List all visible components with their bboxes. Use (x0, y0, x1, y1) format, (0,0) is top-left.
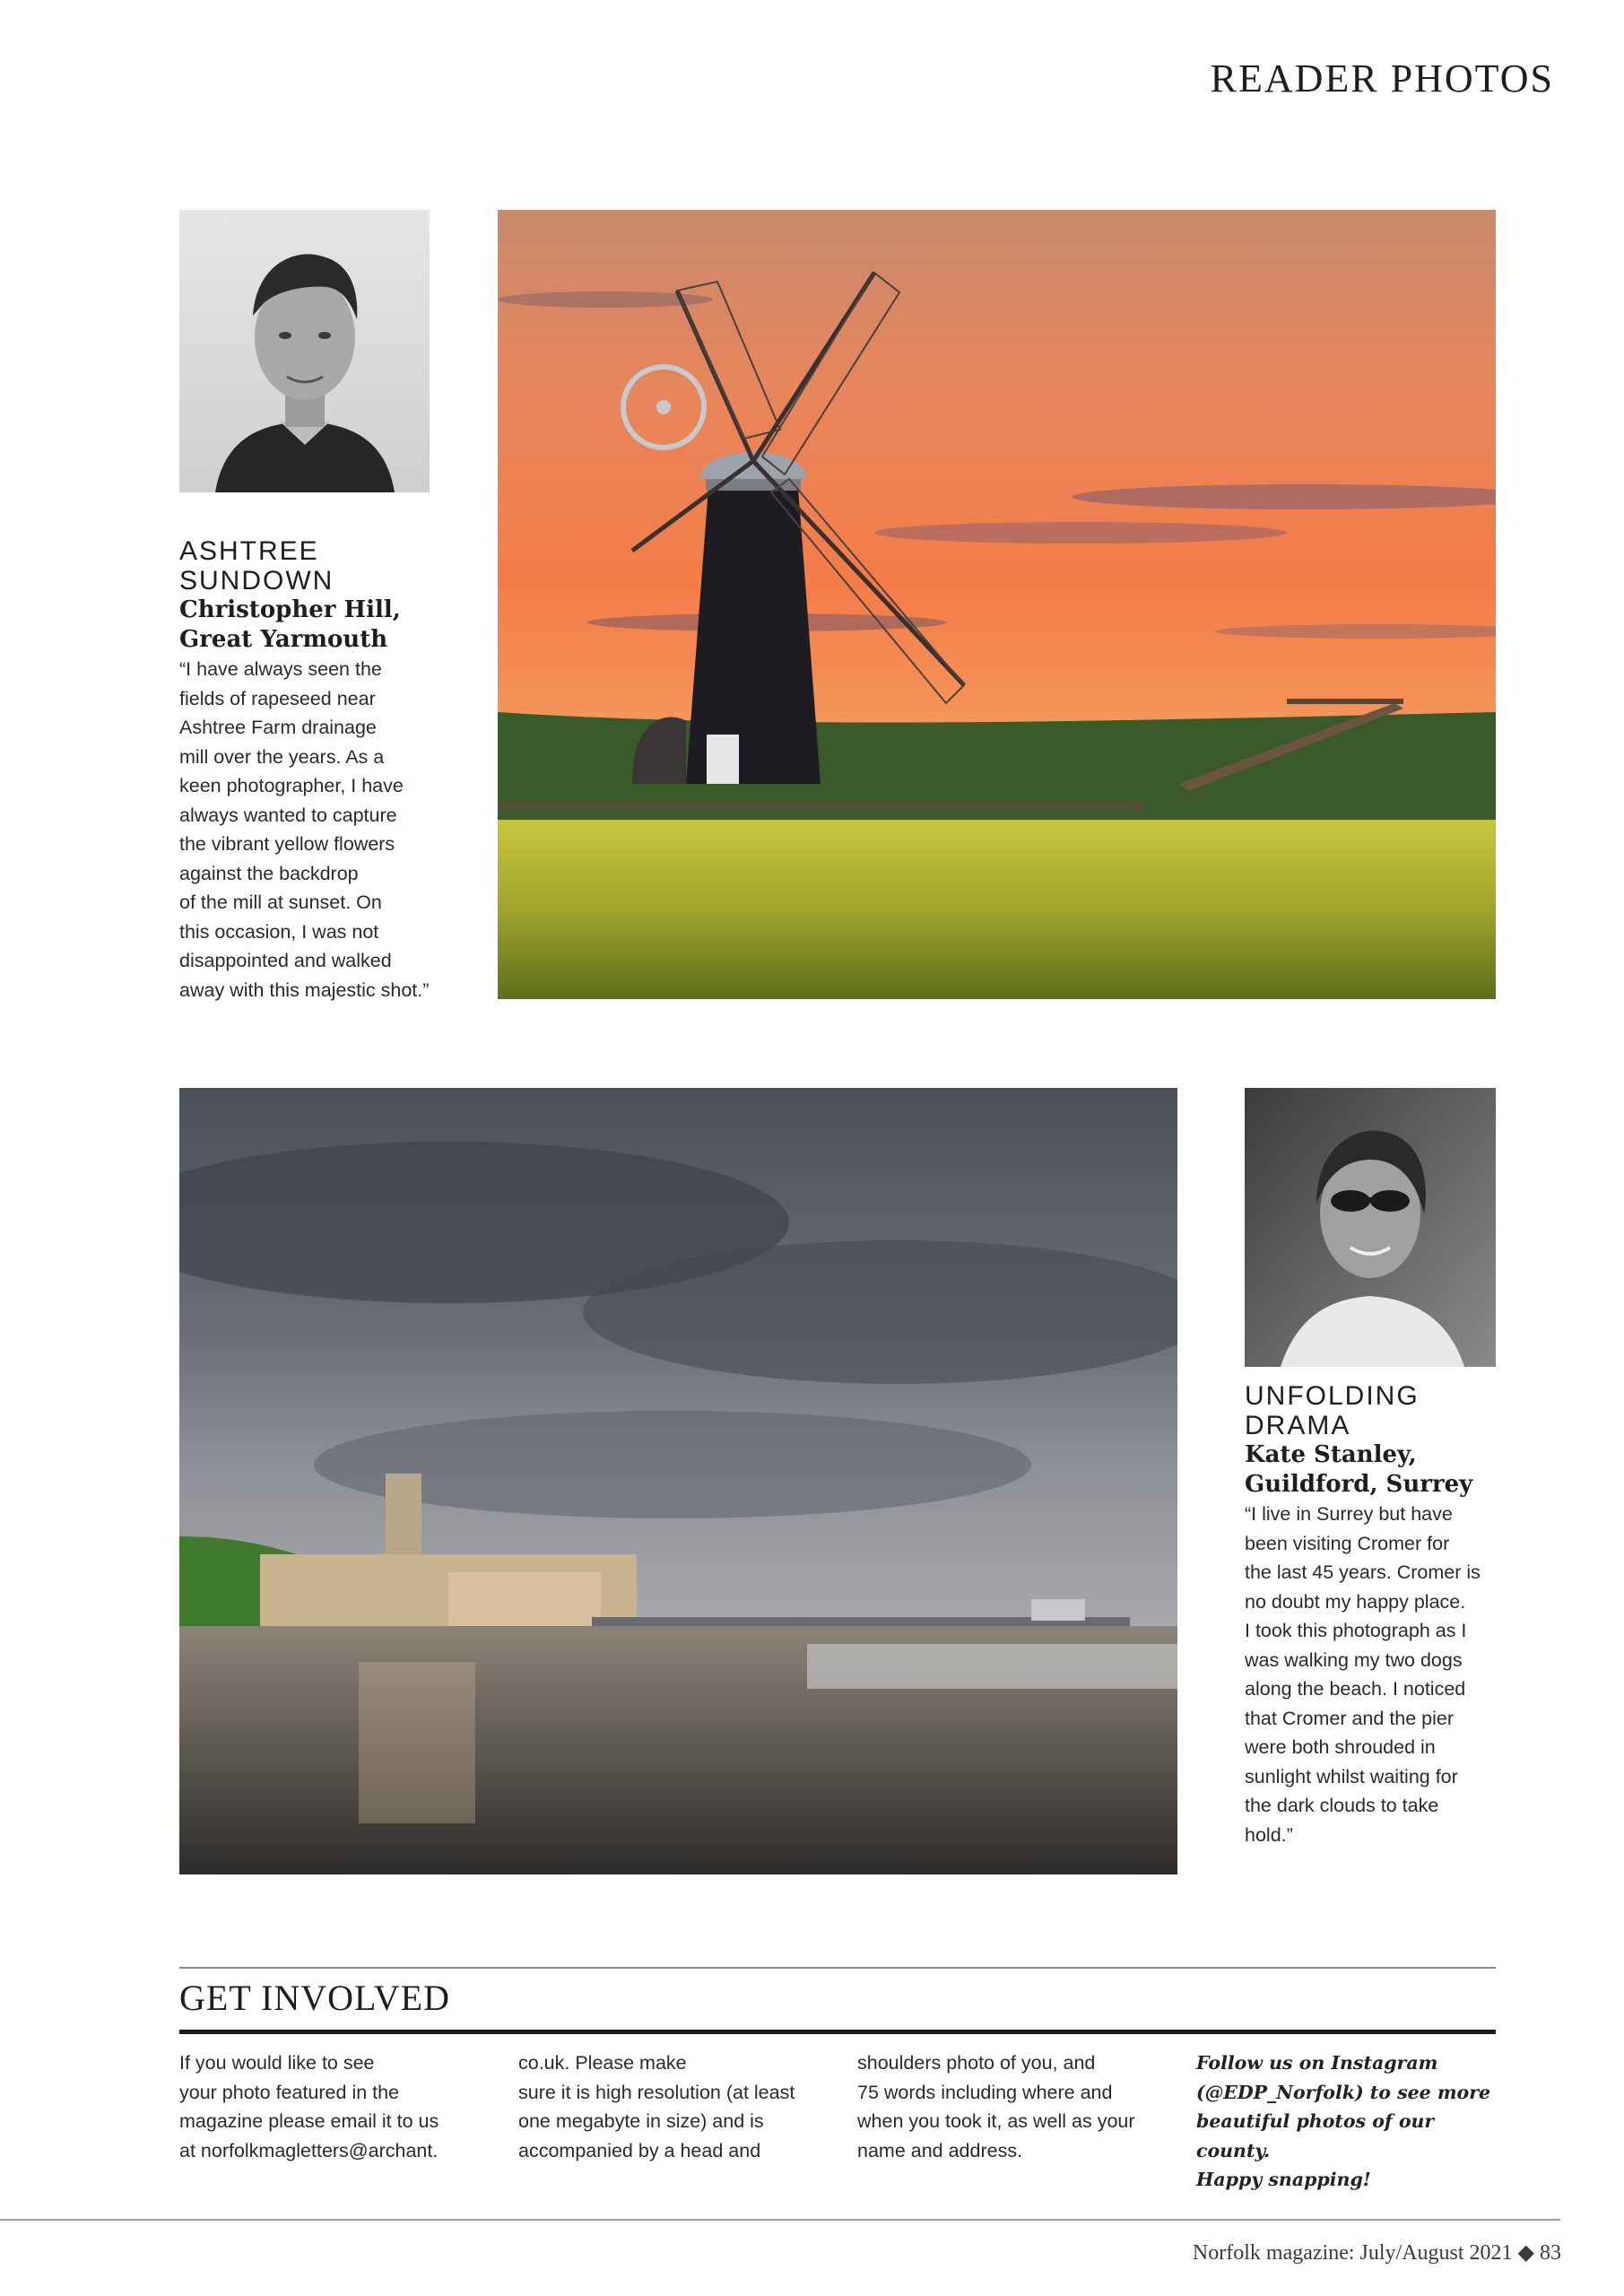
portrait-christopher-hill (179, 210, 430, 492)
text-line: shoulders photo of you, and (857, 2052, 1096, 2074)
caption-line: was walking my two dogs (1245, 1648, 1463, 1671)
caption-line: mill over the years. As a (179, 745, 385, 768)
photo-title: ASHTREE (179, 536, 319, 566)
photographer-location: Guildford, Surrey (1245, 1471, 1473, 1498)
get-involved-column (518, 2048, 832, 2165)
portrait-kate-stanley (1245, 1088, 1496, 1367)
caption-line: no doubt my happy place. (1245, 1590, 1466, 1613)
text-line: co.uk. Please make (518, 2052, 687, 2074)
caption-body (1245, 1500, 1514, 1849)
text-line: beautiful photos of our county. (1196, 2110, 1435, 2161)
caption-ashtree-sundown (179, 536, 448, 1004)
caption-unfolding-drama (1245, 1381, 1514, 1849)
photo-cromer-beach (179, 1088, 1177, 1874)
divider (179, 2030, 1496, 2034)
text-line: name and address. (857, 2139, 1023, 2161)
divider (179, 1967, 1496, 1969)
instagram-callout (1196, 2048, 1501, 2195)
text-line: 75 words including where and (857, 2081, 1113, 2103)
photographer-name: Kate Stanley, (1245, 1441, 1417, 1468)
photo-title: DRAMA (1245, 1411, 1351, 1440)
text-line: when you took it, as well as your (857, 2110, 1135, 2132)
caption-line: been visiting Cromer for (1245, 1532, 1450, 1554)
caption-line: “I live in Surrey but have (1245, 1503, 1453, 1525)
section-title: READER PHOTOS (1210, 57, 1554, 100)
caption-line: hold.” (1245, 1823, 1293, 1846)
caption-line: “I have always seen the (179, 658, 382, 680)
caption-line: the last 45 years. Cromer is (1245, 1561, 1481, 1583)
photo-title: UNFOLDING (1245, 1381, 1420, 1411)
text-line: Follow us on Instagram (1196, 2052, 1438, 2074)
text-line: your photo featured in the (179, 2081, 400, 2103)
text-line: accompanied by a head and (518, 2139, 761, 2161)
get-involved-column (857, 2048, 1171, 2165)
caption-line: fields of rapeseed near (179, 687, 376, 709)
text-line: one megabyte in size) and is (518, 2110, 764, 2132)
text-line: If you would like to see (179, 2052, 375, 2074)
caption-line: away with this majestic shot.” (179, 978, 430, 1001)
footer-divider (0, 2219, 1560, 2221)
caption-line: disappointed and walked (179, 950, 392, 971)
caption-line: this occasion, I was not (179, 920, 379, 943)
photographer-location: Great Yarmouth (179, 626, 388, 653)
photo-ashtree-windmill (498, 210, 1496, 999)
caption-line: keen photographer, I have (179, 775, 404, 796)
caption-line: were both shrouded in (1245, 1736, 1436, 1758)
caption-line: against the backdrop (179, 862, 359, 884)
caption-line: the vibrant yellow flowers (179, 833, 395, 855)
photographer-name: Christopher Hill, (179, 596, 401, 623)
text-line: magazine please email it to us (179, 2110, 439, 2132)
caption-line: always wanted to capture (179, 804, 397, 826)
text-line: (@EDP_Norfolk) to see more (1196, 2081, 1491, 2103)
caption-body (179, 655, 448, 1004)
get-involved-column (179, 2048, 493, 2165)
page-footer: Norfolk magazine: July/August 2021 ◆ 83 (1192, 2241, 1561, 2265)
caption-line: of the mill at sunset. On (179, 891, 382, 913)
get-involved-title: GET INVOLVED (179, 1978, 450, 2018)
caption-line: along the beach. I noticed (1245, 1678, 1466, 1700)
caption-line: that Cromer and the pier (1245, 1707, 1455, 1729)
caption-line: Ashtree Farm drainage (179, 717, 377, 738)
caption-line: the dark clouds to take (1245, 1795, 1439, 1816)
photo-title: SUNDOWN (179, 566, 334, 596)
text-line: at norfolkmagletters@archant. (179, 2139, 439, 2161)
caption-line: I took this photograph as I (1245, 1620, 1467, 1641)
text-line: sure it is high resolution (at least (518, 2081, 795, 2103)
text-line: Happy snapping! (1196, 2169, 1371, 2190)
caption-line: sunlight whilst waiting for (1245, 1765, 1458, 1787)
